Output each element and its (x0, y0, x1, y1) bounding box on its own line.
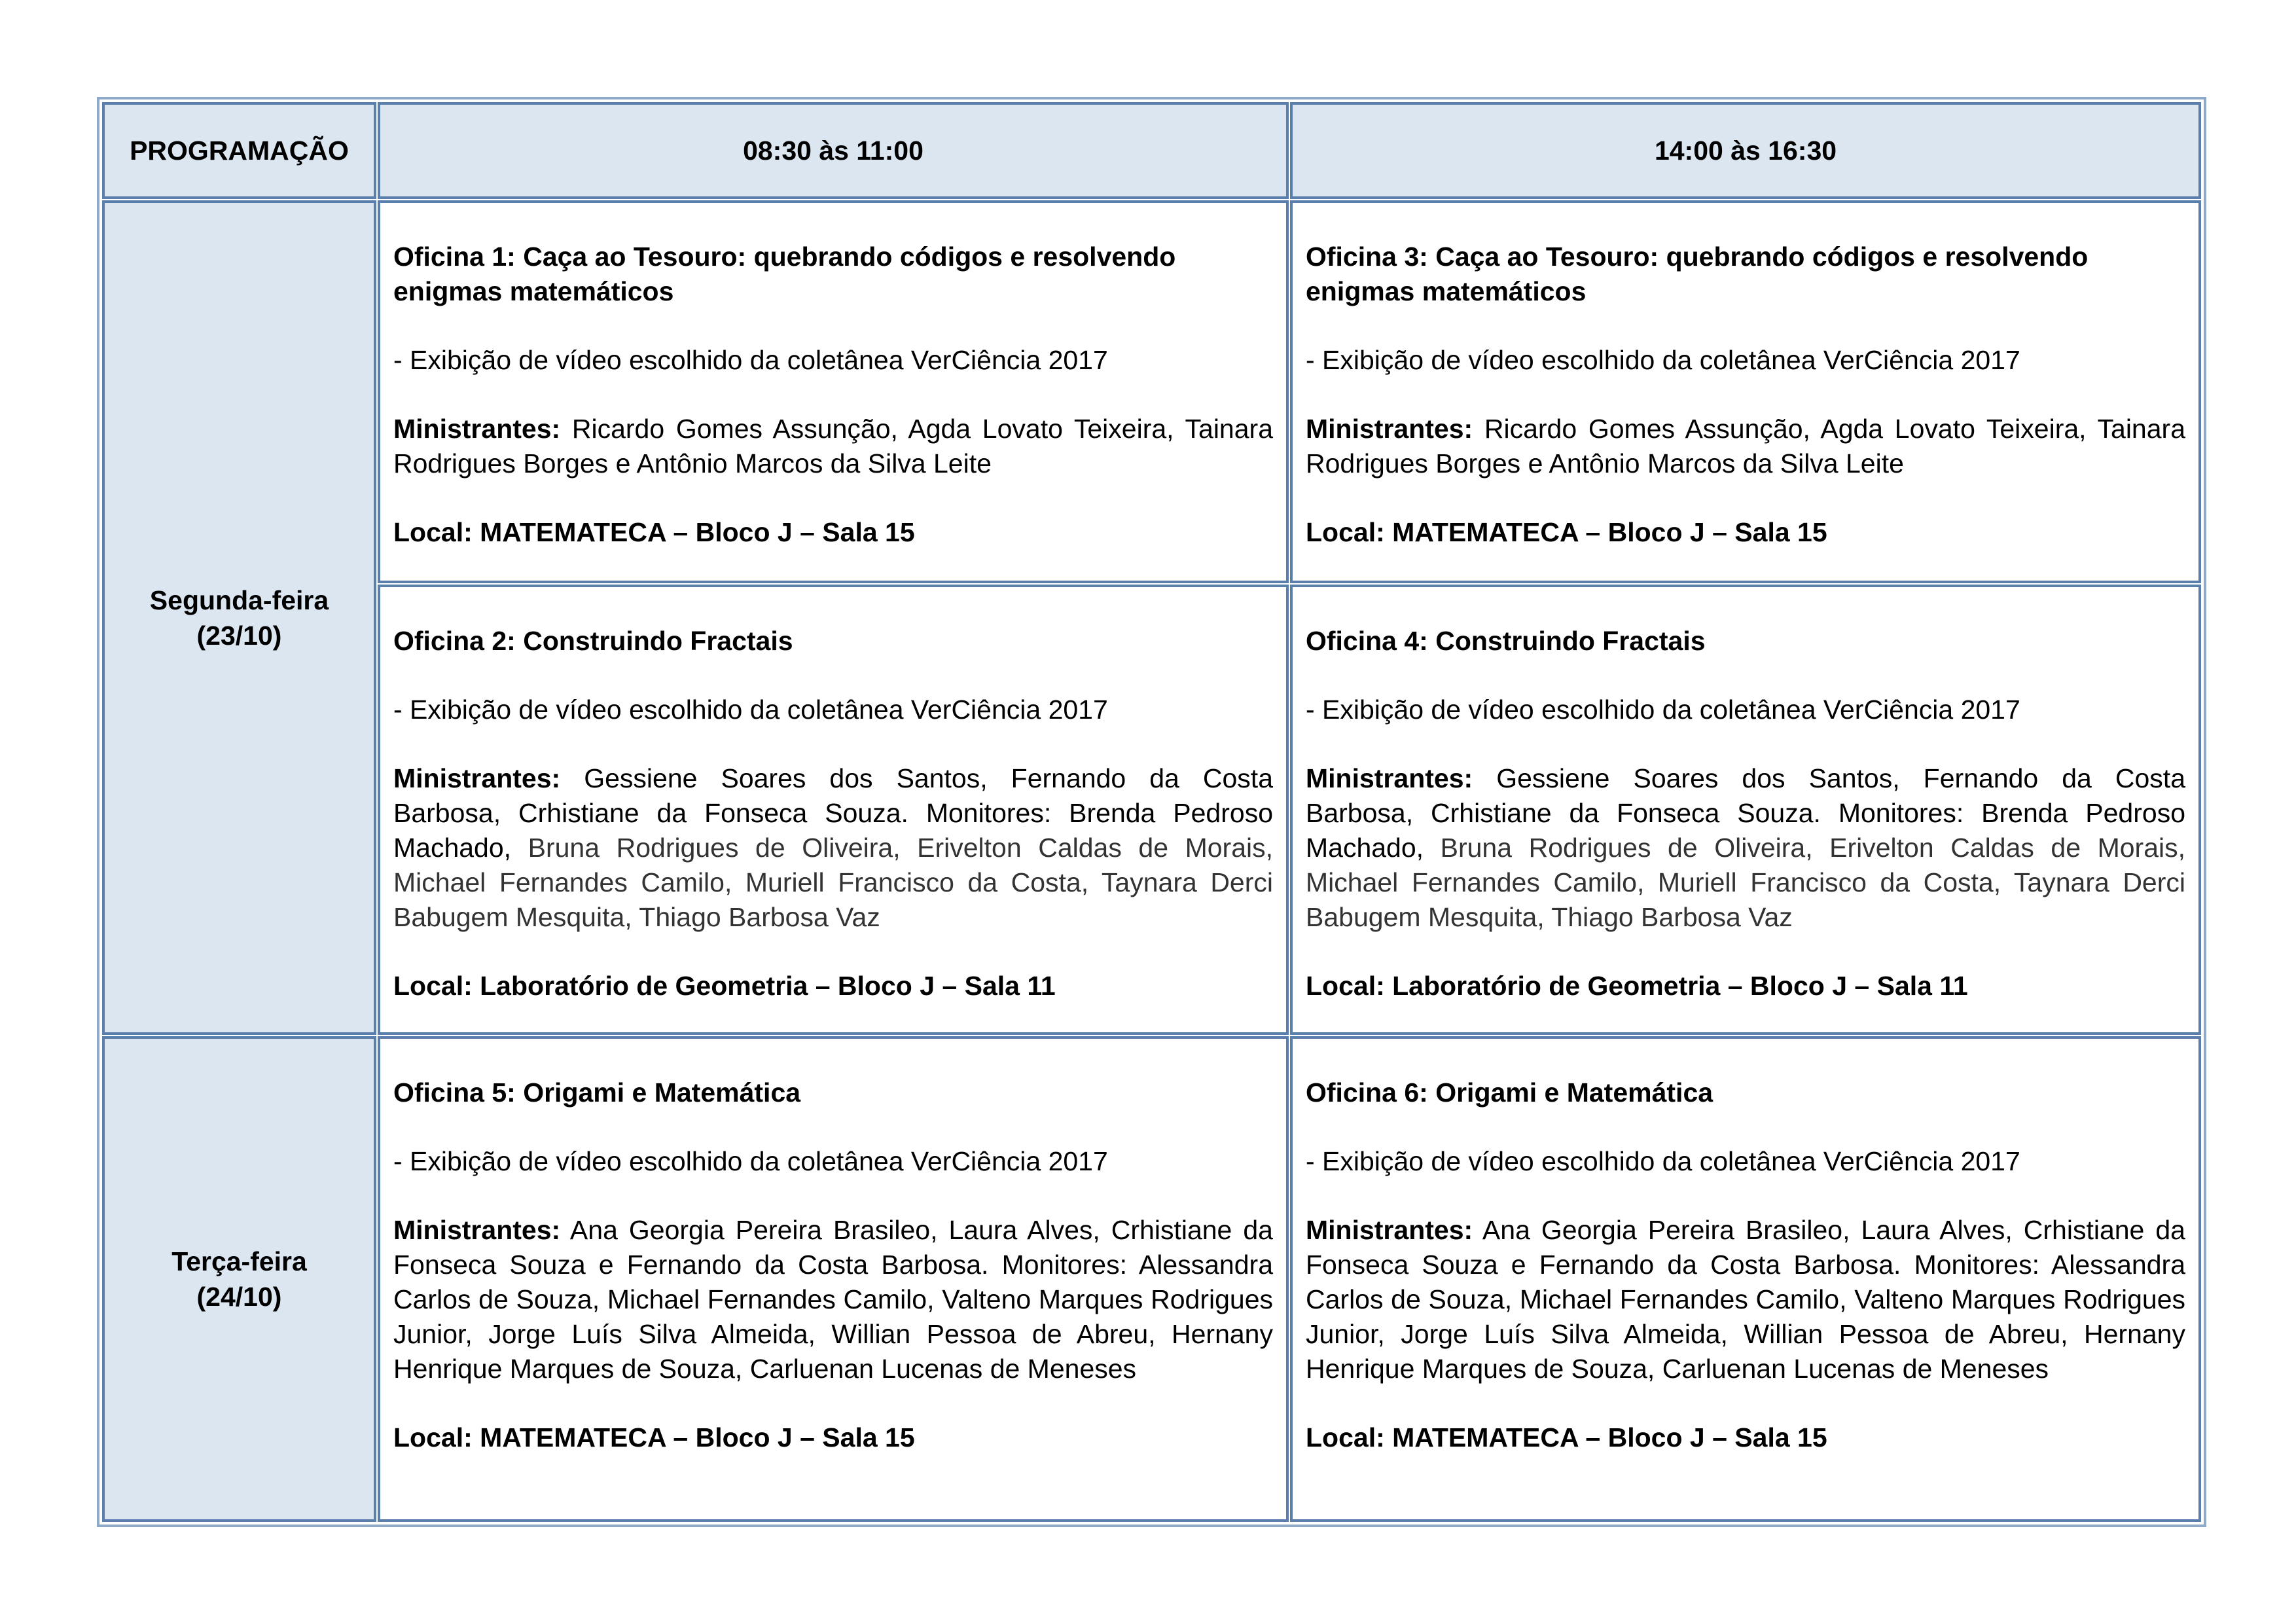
ministrantes-label: Ministrantes: (393, 414, 561, 444)
ministrantes-names: Ana Georgia Pereira Brasileo, Laura Alves, Crhistiane da Fonseca Souza e Fernando da Costa Barbosa. Monitores: Alessandra Carlos de Souza, Michael Fernandes Camilo, Valteno Marques Rodrigues Junior, Jorge Luís Silva Almeida, Willian Pessoa de Abreu, Hernany Henrique Marques de Souza, Carluenan Lucenas de Meneses (393, 1215, 1273, 1384)
workshop-ministrantes (393, 761, 1273, 935)
header-programacao: PROGRAMAÇÃO (102, 102, 376, 199)
workshop-ministrantes (1306, 412, 2185, 481)
ministrantes-label: Ministrantes: (393, 763, 561, 793)
workshop-title: Oficina 1: Caça ao Tesouro: quebrando códigos e resolvendo enigmas matemáticos (393, 242, 1176, 307)
ministrantes-names: Gessiene Soares dos Santos, Fernando da Costa Barbosa, Crhistiane da Fonseca Souza. Monitores: Brenda Pedroso Machado, (1306, 763, 2185, 863)
workshop-video: - Exibição de vídeo escolhido da coletânea VerCiência 2017 (393, 1146, 1108, 1177)
ministrantes-label: Ministrantes: (393, 1215, 561, 1246)
workshop-cell-5 (378, 1036, 1289, 1522)
header-row (102, 102, 2201, 199)
workshop-local: Local: MATEMATECA – Bloco J – Sala 15 (393, 1422, 915, 1453)
workshop-ministrantes (1306, 1213, 2185, 1386)
workshop-title: Oficina 4: Construindo Fractais (1306, 625, 1706, 656)
workshop-cell-3 (1290, 200, 2201, 583)
tuesday-row (102, 1036, 2201, 1522)
monday-row-2 (102, 585, 2201, 1036)
workshop-local: Local: Laboratório de Geometria – Bloco J – Sala 11 (393, 970, 1056, 1001)
ministrantes-label: Ministrantes: (1306, 1215, 1473, 1246)
workshop-video: - Exibição de vídeo escolhido da coletânea VerCiência 2017 (393, 345, 1108, 376)
schedule-grid (101, 101, 2202, 1523)
workshop-title: Oficina 3: Caça ao Tesouro: quebrando códigos e resolvendo enigmas matemáticos (1306, 242, 2089, 307)
workshop-title: Oficina 5: Origami e Matemática (393, 1077, 801, 1108)
workshop-local: Local: MATEMATECA – Bloco J – Sala 15 (1306, 517, 1827, 548)
workshop-cell-4 (1290, 585, 2201, 1036)
ministrantes-names: Ricardo Gomes Assunção, Agda Lovato Teixeira, Tainara Rodrigues Borges e Antônio Marcos da Silva Leite (393, 414, 1273, 479)
workshop-video: - Exibição de vídeo escolhido da coletânea VerCiência 2017 (1306, 345, 2020, 376)
day-date: (24/10) (196, 1282, 282, 1312)
day-name: Terça-feira (171, 1246, 307, 1277)
workshop-ministrantes (393, 412, 1273, 481)
workshop-ministrantes (1306, 761, 2185, 935)
workshop-local: Local: Laboratório de Geometria – Bloco J – Sala 11 (1306, 970, 1968, 1001)
workshop-cell-2 (378, 585, 1289, 1036)
workshop-local: Local: MATEMATECA – Bloco J – Sala 15 (1306, 1422, 1827, 1453)
workshop-title: Oficina 6: Origami e Matemática (1306, 1077, 1713, 1108)
workshop-local: Local: MATEMATECA – Bloco J – Sala 15 (393, 517, 915, 548)
workshop-video: - Exibição de vídeo escolhido da coletânea VerCiência 2017 (1306, 694, 2020, 725)
workshop-title: Oficina 2: Construindo Fractais (393, 625, 793, 656)
ministrantes-names: Ricardo Gomes Assunção, Agda Lovato Teixeira, Tainara Rodrigues Borges e Antônio Marcos da Silva Leite (1306, 414, 2185, 479)
day-name: Segunda-feira (149, 585, 329, 615)
header-morning: 08:30 às 11:00 (378, 102, 1289, 199)
workshop-cell-1 (378, 200, 1289, 583)
day-monday (102, 200, 376, 1035)
monday-row-1 (102, 200, 2201, 583)
day-tuesday (102, 1036, 376, 1522)
workshop-video: - Exibição de vídeo escolhido da coletânea VerCiência 2017 (393, 694, 1108, 725)
workshop-cell-6 (1290, 1036, 2201, 1522)
workshop-ministrantes (393, 1213, 1273, 1386)
monitores-names: Bruna Rodrigues de Oliveira, Erivelton Caldas de Morais, Michael Fernandes Camilo, Muriell Francisco da Costa, Taynara Derci Babugem Mesquita, Thiago Barbosa Vaz (1306, 832, 2185, 932)
ministrantes-label: Ministrantes: (1306, 763, 1473, 793)
schedule-table (97, 97, 2206, 1527)
ministrantes-names: Gessiene Soares dos Santos, Fernando da Costa Barbosa, Crhistiane da Fonseca Souza. Monitores: Brenda Pedroso Machado, (393, 763, 1273, 863)
day-date: (23/10) (196, 620, 282, 651)
workshop-video: - Exibição de vídeo escolhido da coletânea VerCiência 2017 (1306, 1146, 2020, 1177)
ministrantes-names: Ana Georgia Pereira Brasileo, Laura Alves, Crhistiane da Fonseca Souza e Fernando da Costa Barbosa. Monitores: Alessandra Carlos de Souza, Michael Fernandes Camilo, Valteno Marques Rodrigues Junior, Jorge Luís Silva Almeida, Willian Pessoa de Abreu, Hernany Henrique Marques de Souza, Carluenan Lucenas de Meneses (1306, 1215, 2185, 1384)
monitores-names: Bruna Rodrigues de Oliveira, Erivelton Caldas de Morais, Michael Fernandes Camilo, Muriell Francisco da Costa, Taynara Derci Babugem Mesquita, Thiago Barbosa Vaz (393, 832, 1273, 932)
ministrantes-label: Ministrantes: (1306, 414, 1473, 444)
header-afternoon: 14:00 às 16:30 (1290, 102, 2201, 199)
